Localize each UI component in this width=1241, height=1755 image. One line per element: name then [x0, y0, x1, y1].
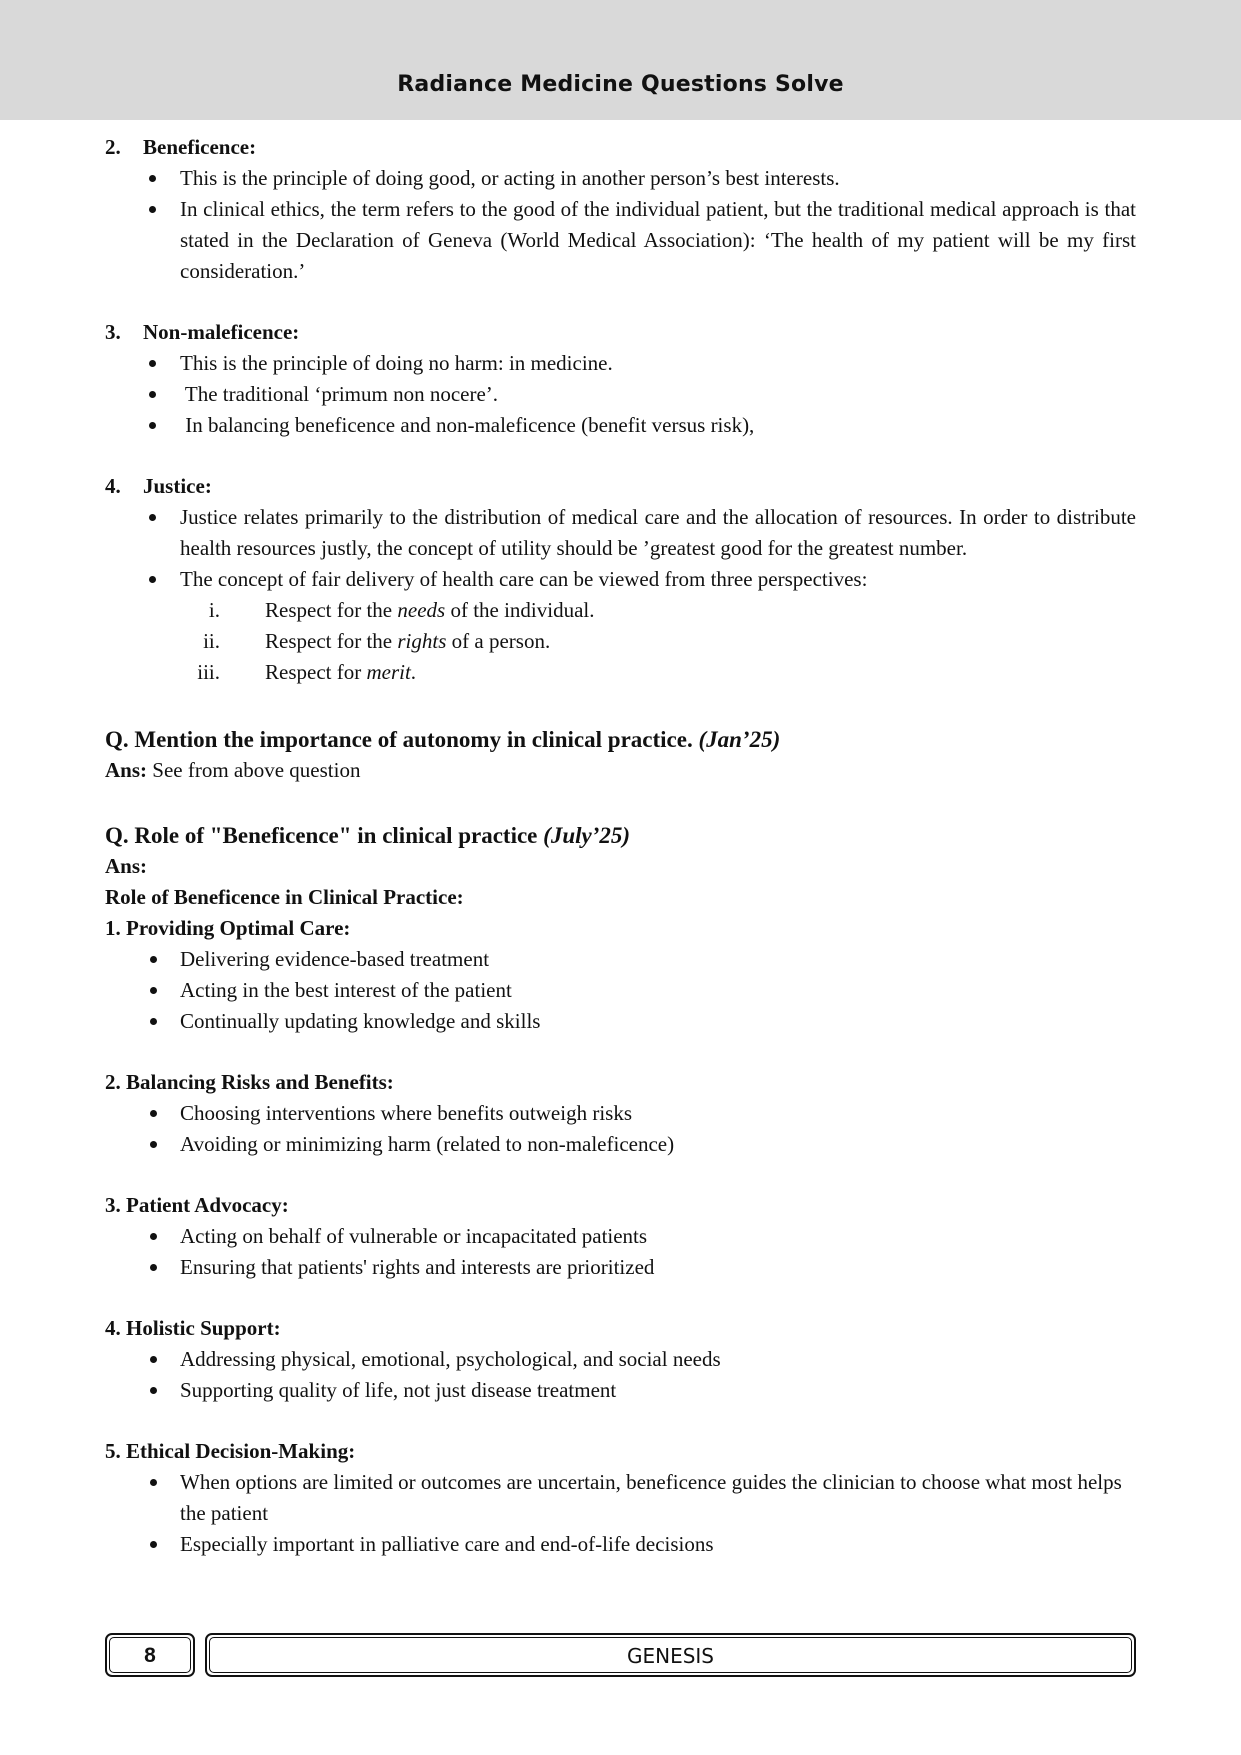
bullet-list	[105, 1098, 1136, 1160]
section-number: 3.	[105, 320, 121, 344]
answer-line	[105, 755, 1136, 786]
bullet-list	[105, 502, 1136, 595]
perspective-text: .	[410, 660, 417, 684]
question-heading	[105, 724, 1136, 755]
perspective-text: Respect for the	[265, 598, 398, 622]
list-item: Avoiding or minimizing harm (related to non-maleficence)	[105, 1129, 1136, 1160]
page-content	[105, 132, 1136, 1560]
section-number: 2.	[105, 135, 121, 159]
perspective-item	[105, 626, 1136, 657]
section-heading	[105, 132, 1136, 163]
question-date: (Jan’25)	[698, 727, 781, 752]
section-title: Non-maleficence:	[143, 320, 300, 344]
question-text: Q. Role of "Beneficence" in clinical practice	[105, 823, 544, 848]
answer-label: Ans:	[105, 758, 148, 782]
bullet-list	[105, 1344, 1136, 1406]
answer-heading: Role of Beneficence in Clinical Practice:	[105, 885, 464, 909]
point-heading: 4. Holistic Support:	[105, 1316, 281, 1340]
bullet-list	[105, 348, 1136, 441]
section-heading	[105, 471, 1136, 502]
answer-label: Ans:	[105, 854, 148, 878]
section-title: Justice:	[143, 474, 212, 498]
list-item: The concept of fair delivery of health care can be viewed from three perspectives:	[143, 564, 1136, 595]
list-item: Addressing physical, emotional, psychological, and social needs	[105, 1344, 1136, 1375]
perspective-text: Respect for the	[265, 629, 398, 653]
list-item: Choosing interventions where benefits outweigh risks	[105, 1098, 1136, 1129]
perspective-text: of a person.	[446, 629, 551, 653]
perspective-text: of the individual.	[445, 598, 595, 622]
perspective-number: iii.	[197, 660, 220, 684]
point-heading: 1. Providing Optimal Care:	[105, 916, 351, 940]
section-title: Beneficence:	[143, 135, 257, 159]
perspective-item	[105, 657, 1136, 688]
page-number: 8	[144, 1644, 156, 1667]
bullet-list	[105, 1467, 1136, 1560]
perspective-number: i.	[208, 598, 220, 622]
point-heading: 2. Balancing Risks and Benefits:	[105, 1070, 394, 1094]
page-number-box	[105, 1633, 195, 1677]
list-item: In balancing beneficence and non-maleficence (benefit versus risk),	[143, 410, 1136, 441]
perspective-emphasis: needs	[397, 598, 446, 622]
section-heading	[105, 317, 1136, 348]
list-item: Especially important in palliative care and end-of-life decisions	[105, 1529, 1136, 1560]
list-item: Acting on behalf of vulnerable or incapacitated patients	[105, 1221, 1136, 1252]
question-text: Q. Mention the importance of autonomy in clinical practice.	[105, 727, 699, 752]
bullet-list	[105, 163, 1136, 287]
list-item: In clinical ethics, the term refers to the good of the individual patient, but the traditional medical approach is that stated in the Declaration of Geneva (World Medical Association): ‘The health of my patient will be my first consideration.’	[143, 194, 1136, 287]
point-heading: 3. Patient Advocacy:	[105, 1193, 289, 1217]
list-item: This is the principle of doing no harm: in medicine.	[143, 348, 1136, 379]
list-item: Supporting quality of life, not just disease treatment	[105, 1375, 1136, 1406]
list-item: The traditional ‘primum non nocere’.	[143, 379, 1136, 410]
list-item: Delivering evidence-based treatment	[105, 944, 1136, 975]
perspective-item	[105, 595, 1136, 626]
list-item: Continually updating knowledge and skills	[105, 1006, 1136, 1037]
bullet-list	[105, 1221, 1136, 1283]
perspective-emphasis: merit	[366, 660, 411, 684]
bullet-list	[105, 944, 1136, 1037]
question-date: (July’25)	[543, 823, 631, 848]
perspective-number: ii.	[203, 629, 220, 653]
list-item: This is the principle of doing good, or acting in another person’s best interests.	[143, 163, 1136, 194]
page-header	[0, 0, 1241, 120]
footer-label: GENESIS	[626, 1644, 715, 1668]
section-number: 4.	[105, 474, 121, 498]
list-item: When options are limited or outcomes are uncertain, beneficence guides the clinician to choose what most helps the patient	[105, 1467, 1136, 1529]
footer-label-box	[205, 1633, 1136, 1677]
point-heading: 5. Ethical Decision-Making:	[105, 1439, 356, 1463]
list-item: Justice relates primarily to the distribution of medical care and the allocation of resources. In order to distribute health resources justly, the concept of utility should be ’greatest good for the greatest number.	[143, 502, 1136, 564]
perspective-emphasis: rights	[397, 629, 447, 653]
header-title: Radiance Medicine Questions Solve	[397, 72, 844, 97]
perspective-text: Respect for	[265, 660, 367, 684]
answer-text: See from above question	[147, 758, 361, 782]
list-item: Acting in the best interest of the patient	[105, 975, 1136, 1006]
list-item: Ensuring that patients' rights and interests are prioritized	[105, 1252, 1136, 1283]
perspective-list	[105, 595, 1136, 688]
question-heading	[105, 820, 1136, 851]
